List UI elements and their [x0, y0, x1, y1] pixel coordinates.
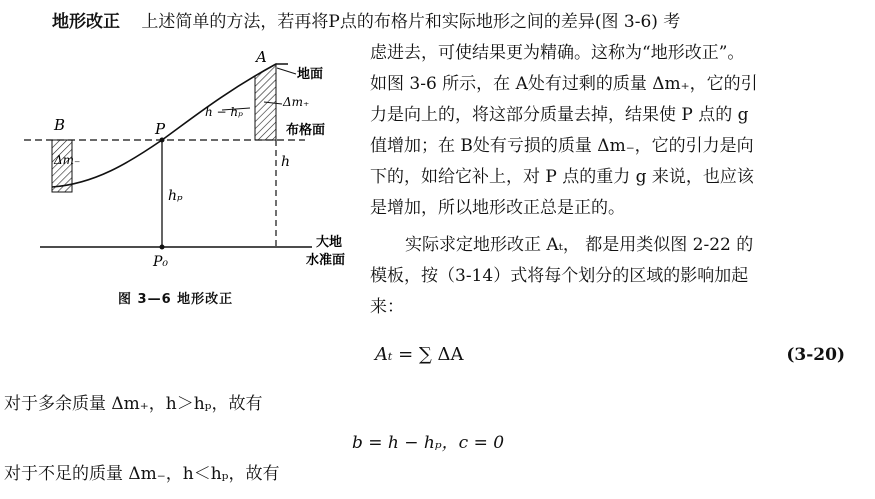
paragraph1-line4: 力是向上的，将这部分质量去掉，结果使 P 点的 g — [370, 105, 749, 125]
equation-number: (3-20) — [786, 345, 845, 365]
label-b: B — [54, 116, 66, 134]
paragraph1-text1: 上述简单的方法，若再将P点的布格片和实际地形之间的差异(图 3-6) 考 — [141, 12, 681, 32]
label-geoid-2: 水准面 — [306, 253, 346, 268]
deficit-mass-line: 对于不足的质量 Δm₋，h＜hₚ，故有 — [4, 464, 280, 484]
equation-3-20 — [375, 344, 464, 365]
label-surface: 地面 — [297, 67, 324, 82]
label-h: h — [281, 154, 291, 170]
surface-leader — [277, 68, 296, 74]
label-a: A — [256, 48, 267, 66]
paragraph2-line1: 实际求定地形改正 Aₜ， 都是用类似图 2-22 的 — [405, 235, 754, 255]
paragraph1-line1 — [52, 11, 680, 33]
paragraph1-line6: 下的，如给它补上，对 P 点的重力 g 来说，也应该 — [370, 167, 754, 187]
equation-lhs: Aₜ — [375, 344, 393, 365]
figure-caption: 图 3—6 地形改正 — [118, 292, 234, 307]
label-p: P — [155, 120, 166, 138]
paragraph2-line3: 来： — [370, 297, 404, 317]
terrain-surface-curve — [52, 64, 291, 187]
equation-b-c: b = h − hₚ，c = 0 — [352, 433, 505, 453]
figure-3-6 — [0, 44, 360, 316]
paragraph1-line7: 是增加，所以地形改正总是正的。 — [370, 198, 625, 218]
equation-rhs: = ∑ ΔA — [398, 344, 464, 365]
paragraph1-line3: 如图 3-6 所示，在 A处有过剩的质量 Δm₊，它的引 — [370, 74, 758, 94]
point-p0-marker — [160, 245, 165, 250]
label-hp: hₚ — [168, 188, 183, 204]
label-dm-minus: Δm₋ — [54, 153, 81, 167]
label-bouguer: 布格面 — [286, 123, 326, 138]
excess-mass-line: 对于多余质量 Δm₊，h＞hₚ，故有 — [4, 394, 263, 414]
label-h-minus-hp: h − hₚ — [205, 105, 243, 119]
label-p0: P₀ — [153, 254, 169, 270]
label-geoid-1: 大地 — [316, 235, 343, 250]
paragraph1-line5: 值增加；在 B处有亏损的质量 Δm₋，它的引力是向 — [370, 136, 754, 156]
paragraph1-line2: 虑进去，可使结果更为精确。这称为“地形改正”。 — [370, 43, 745, 63]
section-heading: 地形改正 — [52, 12, 120, 32]
label-dm-plus: Δm₊ — [283, 95, 310, 109]
paragraph2-line2: 模板，按（3-14）式将每个划分的区域的影响加起 — [370, 266, 749, 286]
point-p-marker — [160, 138, 165, 143]
